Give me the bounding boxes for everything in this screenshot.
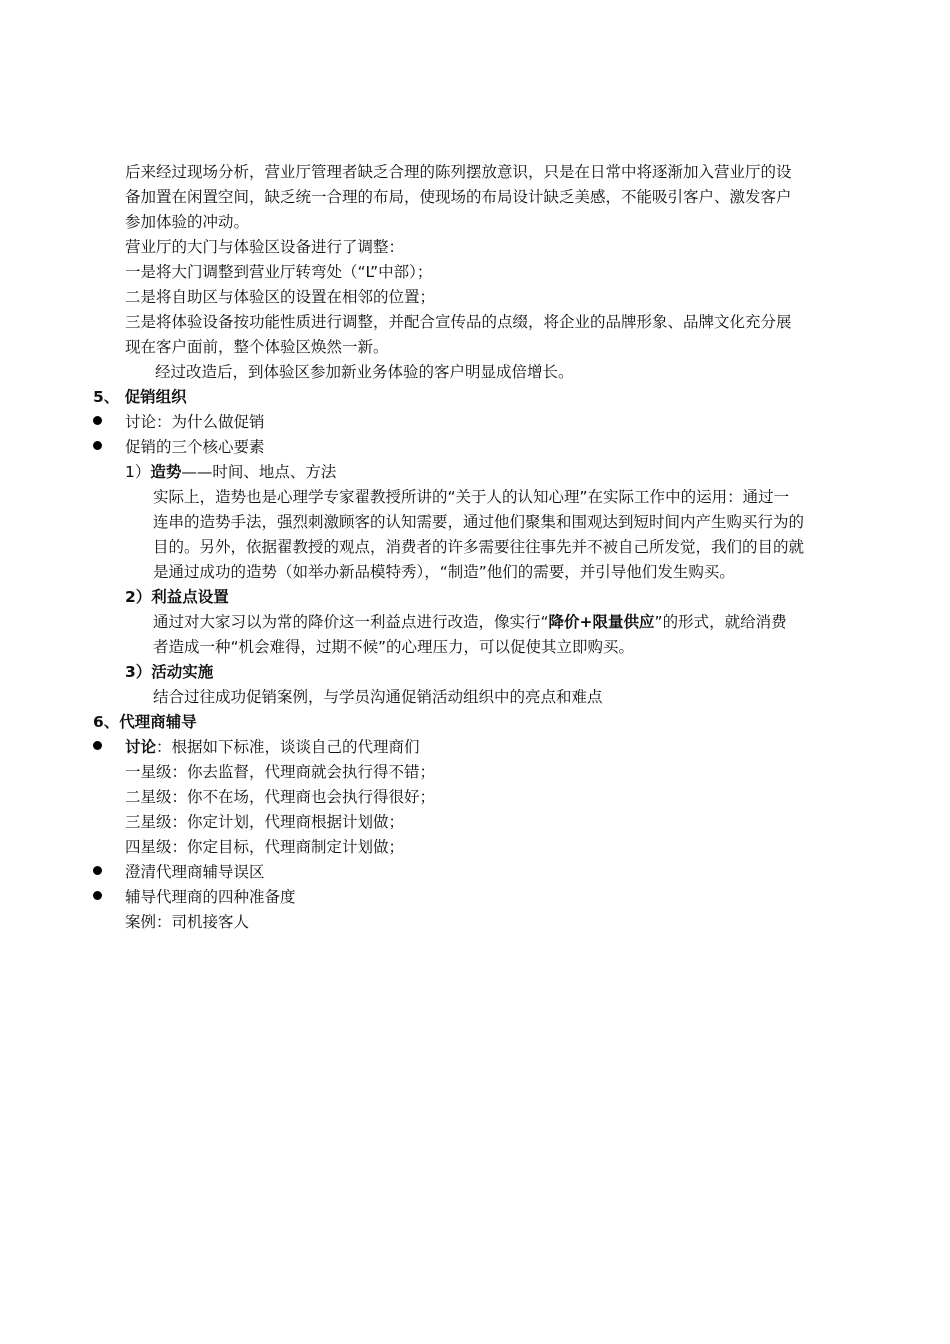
sub-item-1-keyword: 造势 <box>150 463 182 481</box>
sub-item-1-heading <box>125 460 336 485</box>
intro-paragraph-line: 后来经过现场分析，营业厅管理者缺乏合理的陈列摆放意识，只是在日常中将逐渐加入营业厅的设 <box>125 163 792 181</box>
adjust-item-2: 二是将自助区与体验区的设置在相邻的位置； <box>125 288 436 306</box>
section-5-title: 5、 促销组织 <box>93 388 187 406</box>
bullet-clarify-misconceptions: 澄清代理商辅导误区 <box>125 863 265 881</box>
sub-item-2-body-line: 者造成一种“机会难得，过期不候”的心理压力，可以促使其立即购买。 <box>153 638 635 656</box>
sub-item-2-emphasis: 降价+限量供应 <box>548 613 655 631</box>
result-line: 经过改造后，到体验区参加新业务体验的客户明显成倍增长。 <box>155 363 574 381</box>
case-line: 案例：司机接客人 <box>125 913 250 931</box>
level-item: 四星级：你定目标，代理商制定计划做； <box>125 838 405 856</box>
sub-item-1-rest: ——时间、地点、方法 <box>181 463 337 481</box>
sub-item-1-body-line: 连串的造势手法，强烈刺激顾客的认知需要，通过他们聚集和围观达到短时间内产生购买行为的 <box>153 513 805 531</box>
sub-item-2-body-post: ”的形式，就给消费 <box>654 613 787 631</box>
sub-item-2-body-line <box>153 610 787 635</box>
bullet-four-readiness: 辅导代理商的四种准备度 <box>125 888 296 906</box>
sub-item-3-body: 结合过往成功促销案例，与学员沟通促销活动组织中的亮点和难点 <box>153 688 603 706</box>
bullet-icon <box>93 866 102 875</box>
adjust-intro: 营业厅的大门与体验区设备进行了调整： <box>125 238 405 256</box>
sub-item-3-heading: 3）活动实施 <box>125 663 214 681</box>
sub-item-1-body-line: 是通过成功的造势（如举办新品模特秀），“制造”他们的需要，并引导他们发生购买。 <box>153 563 735 581</box>
sub-item-1-body-line: 目的。另外，依据翟教授的观点，消费者的许多需要往往事先并不被自己所发觉，我们的目的就 <box>153 538 805 556</box>
sub-item-1-body-line: 实际上，造势也是心理学专家翟教授所讲的“关于人的认知心理”在实际工作中的运用：通过一 <box>153 488 790 506</box>
intro-paragraph-line: 参加体验的冲动。 <box>125 213 250 231</box>
adjust-item-1: 一是将大门调整到营业厅转弯处（“L”中部）； <box>125 263 433 281</box>
bullet-icon <box>93 741 102 750</box>
level-item: 三星级：你定计划，代理商根据计划做； <box>125 813 405 831</box>
discuss-rest: ：根据如下标准，谈谈自己的代理商们 <box>156 738 420 756</box>
bullet-discuss-agents <box>125 735 420 760</box>
sub-item-2-body-pre: 通过对大家习以为常的降价这一利益点进行改造，像实行“ <box>153 613 549 631</box>
section-6-title: 6、代理商辅导 <box>93 713 197 731</box>
intro-paragraph-line: 备加置在闲置空间，缺乏统一合理的布局，使现场的布局设计缺乏美感，不能吸引客户、激发客户 <box>125 188 792 206</box>
bullet-core-elements: 促销的三个核心要素 <box>125 438 265 456</box>
level-item: 一星级：你去监督，代理商就会执行得不错； <box>125 763 436 781</box>
bullet-icon <box>93 416 102 425</box>
discuss-keyword: 讨论 <box>125 738 157 756</box>
adjust-item-3-line: 现在客户面前，整个体验区焕然一新。 <box>125 338 389 356</box>
bullet-discuss-promo: 讨论：为什么做促销 <box>125 413 265 431</box>
bullet-icon <box>93 441 102 450</box>
bullet-icon <box>93 891 102 900</box>
sub-item-2-heading: 2）利益点设置 <box>125 588 229 606</box>
sub-item-1-number: 1） <box>125 463 151 481</box>
adjust-item-3-line: 三是将体验设备按功能性质进行调整，并配合宣传品的点缀，将企业的品牌形象、品牌文化充分展 <box>125 313 792 331</box>
level-item: 二星级：你不在场，代理商也会执行得很好； <box>125 788 436 806</box>
